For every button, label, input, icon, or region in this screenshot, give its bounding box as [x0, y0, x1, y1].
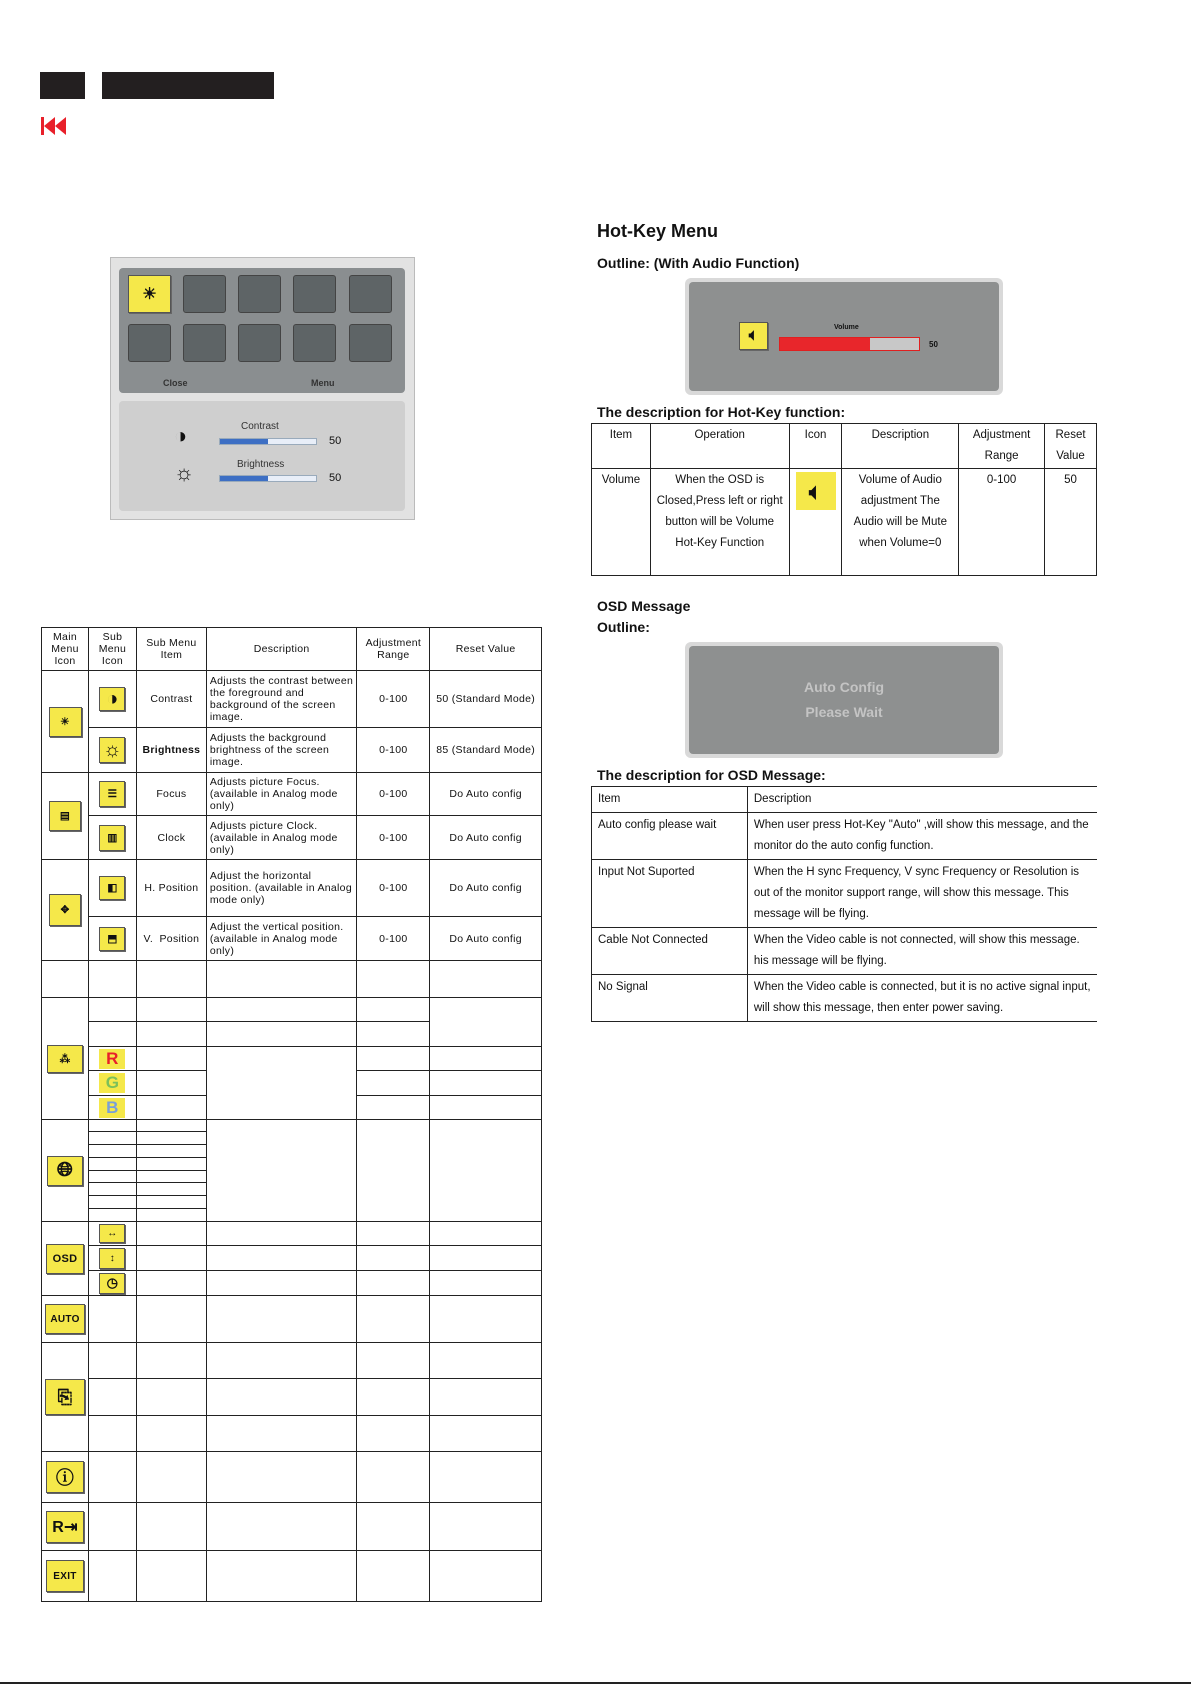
information-icon: ⓘ [46, 1461, 84, 1493]
table-row [42, 671, 542, 728]
osd-close-label: Close [163, 378, 188, 388]
table-row [592, 928, 1098, 975]
table-row [42, 860, 542, 917]
menu-icon [238, 324, 281, 362]
col-header: Operation [650, 424, 789, 469]
osd-message-title: OSD Message [597, 598, 691, 614]
description: When the H sync Frequency, V sync Frequency or Resolution is out of the monitor support range, will show this message. This message will be flying. [747, 860, 1097, 928]
description: Adjusts picture Clock. (available in Analog mode only) [206, 816, 356, 860]
brightness-icon: ☼ [174, 460, 195, 485]
contrast-value: 50 [329, 435, 342, 447]
table-row [42, 816, 542, 860]
osd-message-table [591, 786, 1097, 1022]
green-icon: G [99, 1073, 125, 1093]
osd-v-position-icon: ↕ [99, 1248, 125, 1269]
clock-icon: ▥ [99, 825, 125, 851]
volume-label: Volume [834, 324, 859, 331]
exit-icon: EXIT [46, 1560, 84, 1592]
menu-icon [293, 324, 336, 362]
sub-item: Contrast [136, 671, 206, 728]
col-header: Description [747, 787, 1097, 813]
menu-icon [183, 275, 226, 313]
osd-settings-icon: OSD [46, 1244, 84, 1274]
col-header: Item [592, 787, 748, 813]
description: Adjusts the background brightness of the screen image. [206, 728, 356, 773]
menu-icon [183, 324, 226, 362]
col-header: Icon [789, 424, 842, 469]
col-header: Reset Value [430, 628, 542, 671]
contrast-icon: ◑ [174, 423, 188, 448]
item: No Signal [592, 975, 748, 1022]
contrast-slider[interactable] [219, 438, 317, 445]
brightness-value: 50 [329, 472, 342, 484]
osd-menu-table [41, 627, 542, 1602]
sub-item: H. Position [136, 860, 206, 917]
range: 0-100 [959, 469, 1045, 576]
brightness-slider[interactable] [219, 475, 317, 482]
brightness-icon: ☼ [99, 737, 125, 763]
osd-main-menu-image [110, 257, 415, 520]
col-header: Item [592, 424, 651, 469]
sub-item: V. Position [136, 917, 206, 961]
red-icon: R [99, 1049, 125, 1069]
table-row [592, 813, 1098, 860]
col-header: Description [206, 628, 356, 671]
reset-value: Do Auto config [430, 773, 542, 816]
auto-config-text: Auto Config [803, 679, 885, 695]
description: When the Video cable is connected, but it is no active signal input, will show this message, then enter power saving. [747, 975, 1097, 1022]
brightness-menu-icon: ☀ [49, 707, 82, 737]
auto-icon: AUTO [45, 1304, 85, 1334]
hotkey-outline-label: Outline: (With Audio Function) [597, 255, 800, 271]
description: Adjusts picture Focus. (available in Analog mode only) [206, 773, 356, 816]
reset-icon: R⇥ [46, 1511, 84, 1543]
table-row [592, 860, 1098, 928]
focus-icon: ☰ [99, 781, 125, 807]
footer-divider [0, 1682, 1191, 1684]
h-position-icon: ◧ [99, 876, 125, 900]
skip-back-icon[interactable] [40, 116, 68, 136]
menu-icon [238, 275, 281, 313]
operation: When the OSD is Closed,Press left or right button will be Volume Hot-Key Function [650, 469, 789, 576]
col-header: Adjustment Range [357, 628, 430, 671]
description: When the Video cable is not connected, will show this message. his message will be flying. [747, 928, 1097, 975]
col-header: Reset Value [1045, 424, 1097, 469]
header-block-title [102, 72, 274, 99]
speaker-icon: 🔈︎ [796, 472, 836, 510]
auto-config-osd-image [685, 642, 1003, 758]
reset-value: 85 (Standard Mode) [430, 728, 542, 773]
brightness-label: Brightness [237, 459, 285, 470]
table-row [42, 773, 542, 816]
sub-item: Focus [136, 773, 206, 816]
osd-h-position-icon: ↔ [99, 1224, 125, 1243]
please-wait-text: Please Wait [805, 704, 883, 720]
description: When user press Hot-Key "Auto" ,will show this message, and the monitor do the auto config function. [747, 813, 1097, 860]
col-header: Main Menu Icon [42, 628, 89, 671]
table-row [592, 975, 1098, 1022]
range: 0-100 [357, 860, 430, 917]
language-menu-icon: 🌐︎ [47, 1156, 83, 1186]
reset-value: 50 [1045, 469, 1097, 576]
menu-icon [349, 324, 392, 362]
osd-message-desc-title: The description for OSD Message: [597, 767, 826, 783]
volume-value: 50 [929, 340, 938, 349]
osd-timeout-icon: ◷ [99, 1273, 125, 1294]
reset-value: Do Auto config [430, 816, 542, 860]
menu-icon [349, 275, 392, 313]
menu-icon [293, 275, 336, 313]
description: Volume of Audio adjustment The Audio will be Mute when Volume=0 [842, 469, 959, 576]
speaker-icon: 🔈︎ [739, 322, 768, 350]
col-header: Adjustment Range [959, 424, 1045, 469]
reset-value: Do Auto config [430, 917, 542, 961]
picture-menu-icon: ▤ [49, 801, 81, 831]
range: 0-100 [357, 917, 430, 961]
input-select-icon: ⎘ [45, 1379, 85, 1415]
contrast-label: Contrast [241, 421, 279, 432]
contrast-icon: ◑ [99, 687, 125, 711]
position-menu-icon: ✥ [49, 894, 81, 926]
hotkey-desc-title: The description for Hot-Key function: [597, 404, 846, 420]
range: 0-100 [357, 728, 430, 773]
description: Adjust the horizontal position. (available in Analog mode only) [206, 860, 356, 917]
item: Cable Not Connected [592, 928, 748, 975]
range: 0-100 [357, 816, 430, 860]
description: Adjusts the contrast between the foreground and background of the screen image. [206, 671, 356, 728]
osd-message-outline: Outline: [597, 619, 650, 635]
sub-item: Clock [136, 816, 206, 860]
v-position-icon: ⬒ [99, 927, 125, 951]
table-row [42, 728, 542, 773]
table-row [42, 917, 542, 961]
col-header: Sub Menu Item [136, 628, 206, 671]
item: Input Not Suported [592, 860, 748, 928]
volume-bar[interactable] [779, 337, 920, 351]
hotkey-title: Hot-Key Menu [597, 221, 718, 241]
blue-icon: B [99, 1098, 125, 1118]
description: Adjust the vertical position. (available in Analog mode only) [206, 917, 356, 961]
color-menu-icon: ⁂ [47, 1045, 83, 1073]
item: Auto config please wait [592, 813, 748, 860]
item: Volume [592, 469, 651, 576]
menu-icon [128, 324, 171, 362]
osd-menu-label: Menu [311, 378, 335, 388]
header-block-page [40, 72, 85, 99]
volume-osd-image [685, 278, 1003, 395]
col-header: Sub Menu Icon [89, 628, 137, 671]
sub-item: Brightness [136, 728, 206, 773]
hotkey-table [591, 423, 1097, 576]
reset-value: Do Auto config [430, 860, 542, 917]
brightness-icon: ☀ [128, 275, 171, 313]
range: 0-100 [357, 773, 430, 816]
table-row [592, 469, 1097, 576]
range: 0-100 [357, 671, 430, 728]
reset-value: 50 (Standard Mode) [430, 671, 542, 728]
col-header: Description [842, 424, 959, 469]
